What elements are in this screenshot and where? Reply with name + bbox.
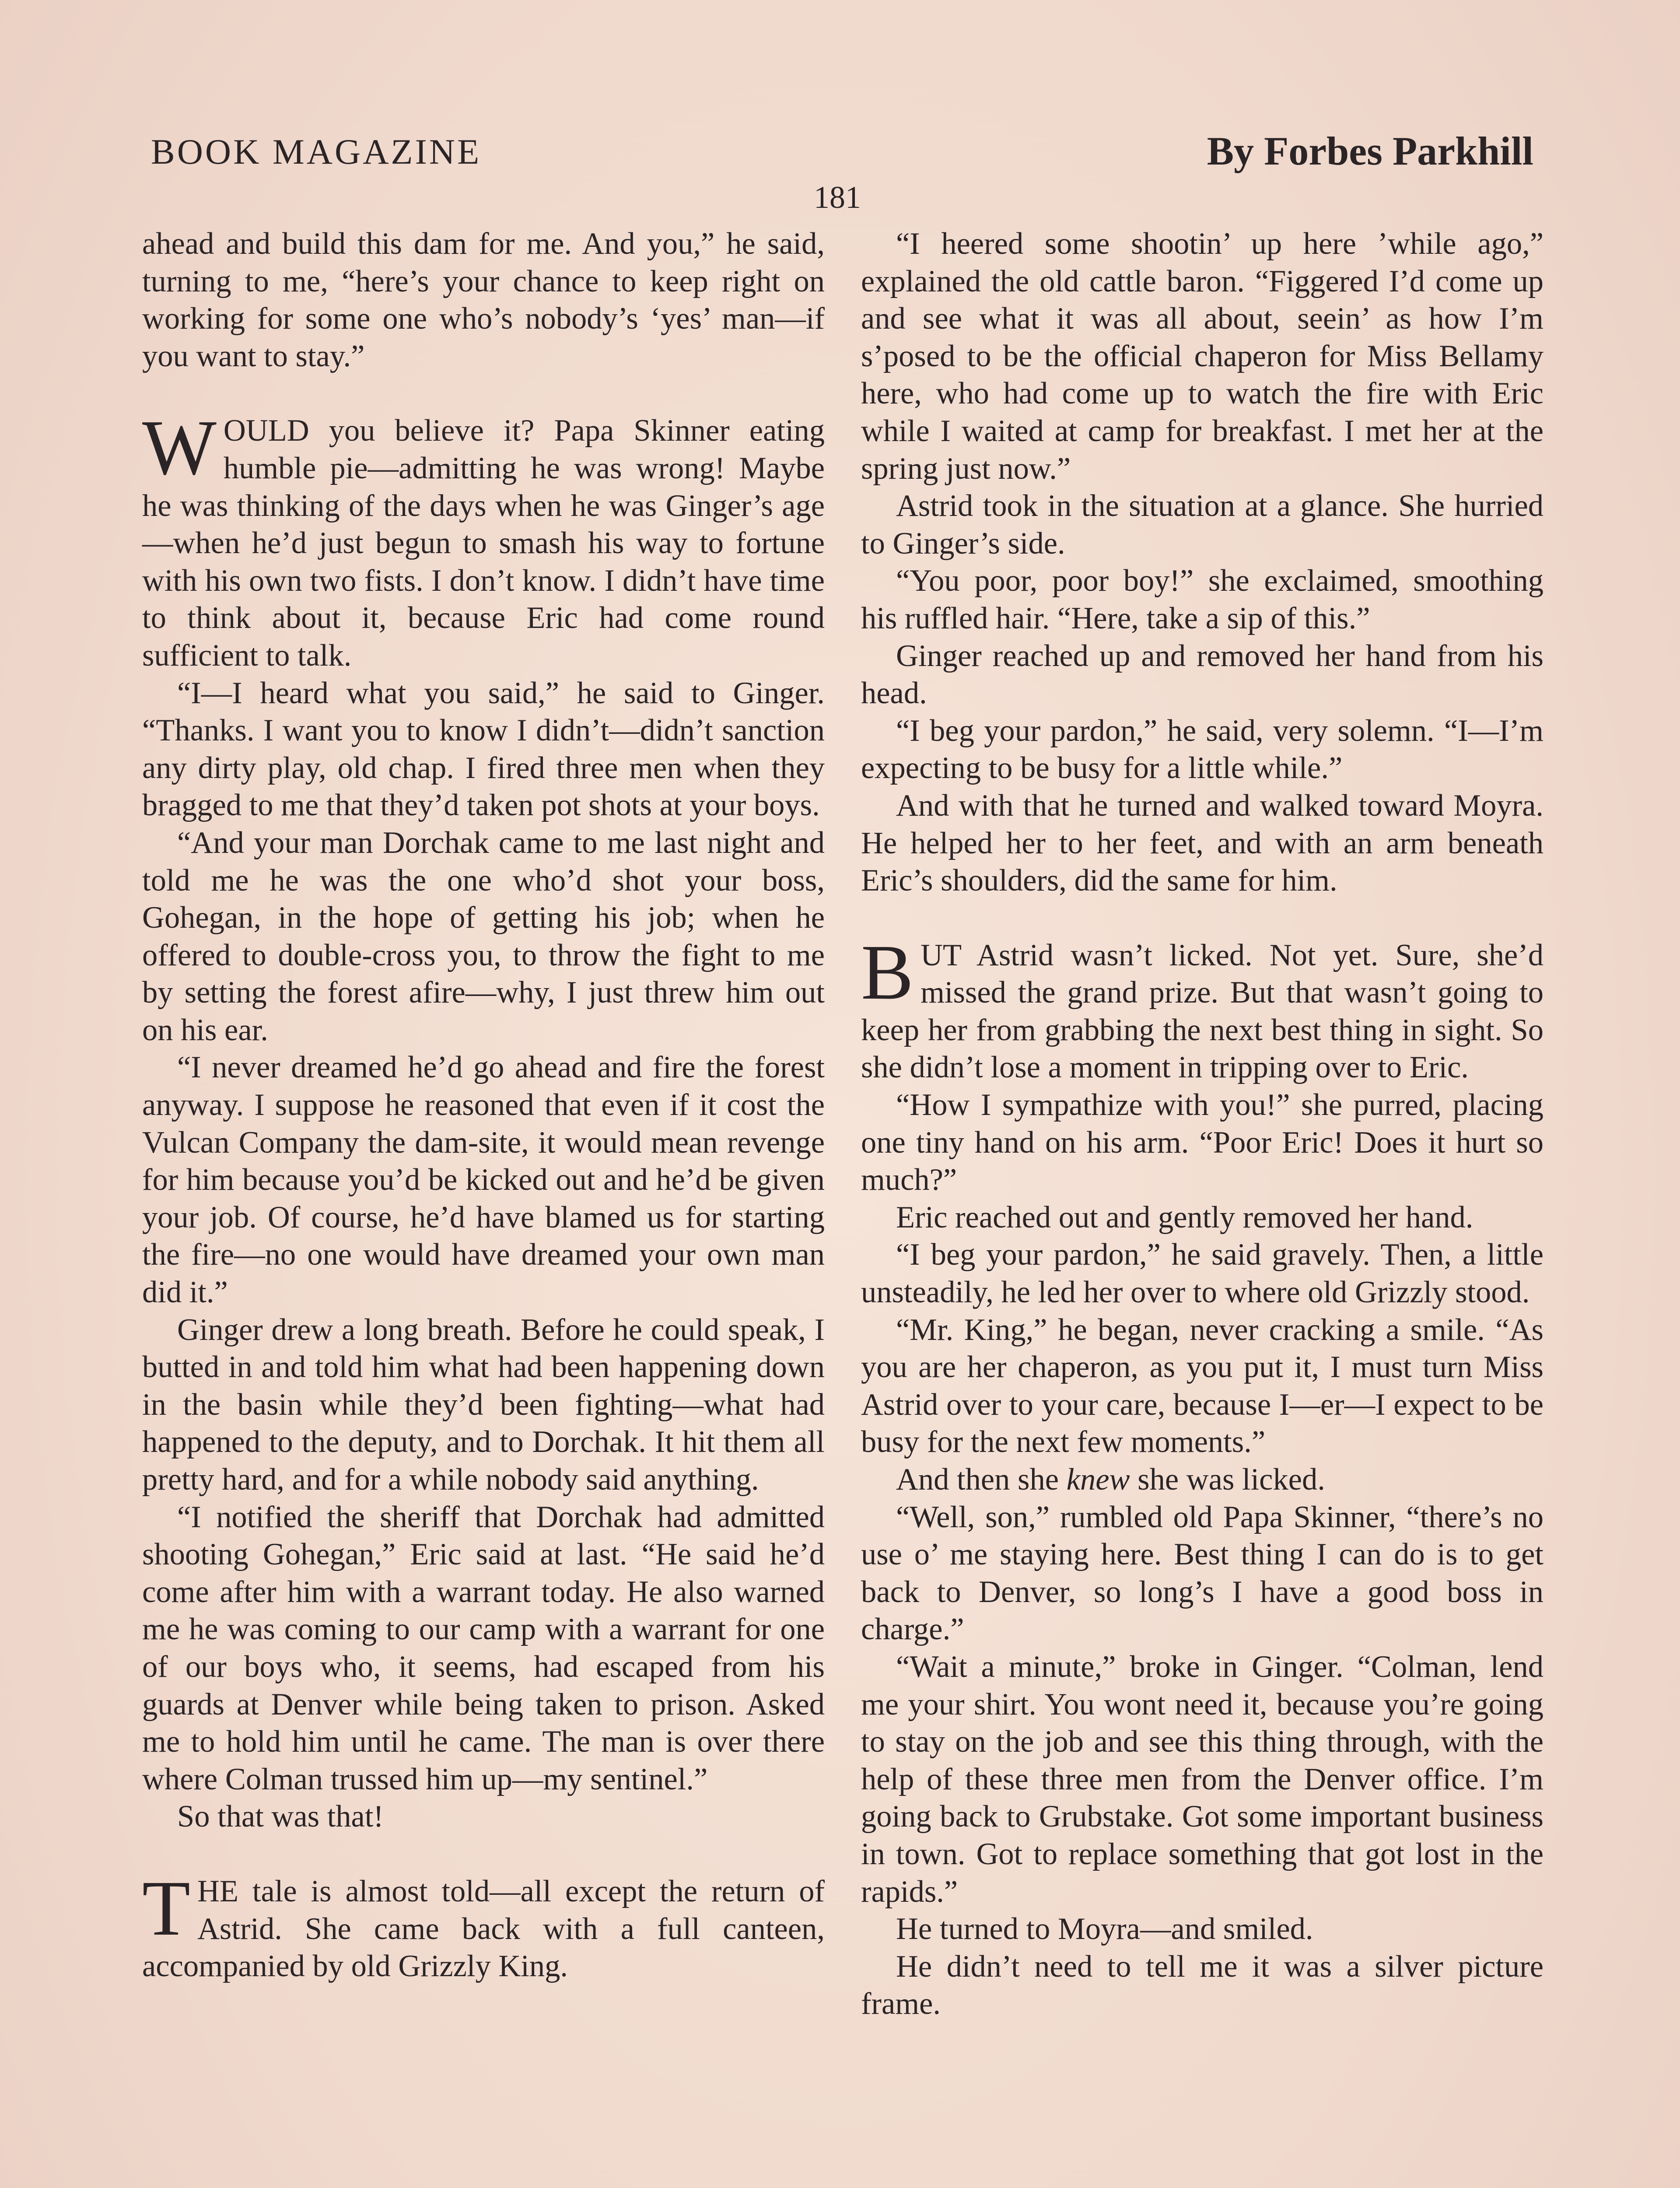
paragraph-dropcap — [861, 928, 1544, 1087]
drop-cap: T — [142, 1864, 190, 1952]
paragraph: ahead and build this dam for me. And you,” he said, turning to me, “here’s your chance to keep right on working for some one who’s nobody’s ‘yes’ man—if you want to stay.” — [142, 227, 825, 373]
paragraph: He turned to Moyra—and smiled. — [896, 1912, 1313, 1946]
paragraph: “Well, son,” rumbled old Papa Skinner, “there’s no use o’ me staying here. Best thing I can do is to get back to Denver, so long’s I have a good boss in charge.” — [861, 1500, 1544, 1647]
paragraph: “I—I heard what you said,” he said to Ginger. “Thanks. I want you to know I didn’t—didn’t sanction any dirty play, old chap. I fired three men when they bragged to me that they’d taken pot shots at your boys. — [142, 676, 825, 823]
paragraph-dropcap — [142, 404, 825, 674]
paragraph-text: HE tale is almost told—all except the return of Astrid. She came back with a full canteen, accompanied by old Grizzly King. — [142, 1874, 825, 1984]
section-break — [142, 1836, 825, 1873]
paragraph-text: OULD you believe it? Papa Skinner eating humble pie—admitting he was wrong! Maybe he was thinking of the days when he was Ginger’s age—when he’d just begun to smash his way to fortune with his own two fists. I don’t know. I didn’t have time to think about it, because Eric had come round sufficient to talk. — [142, 414, 825, 673]
paragraph: “Wait a minute,” broke in Ginger. “Colman, lend me your shirt. You wont need it, because you’re going to stay on the job and see this thing through, with the help of these three men from the Denver office. I’m going back to Grubstake. Got some important business in town. Got to replace something that got lost in the rapids.” — [861, 1649, 1544, 1909]
page-number: 181 — [814, 180, 861, 215]
section-break — [861, 900, 1544, 937]
paragraph: “I never dreamed he’d go ahead and fire the forest anyway. I suppose he reasoned that even if it cost the Vulcan Company the dam-site, it would mean revenge for him because you’d be kicked out and he’d be given your job. Of course, he’d have blamed us for starting the fire—no one would have dreamed your own man did it.” — [142, 1050, 825, 1310]
paragraph: “I notified the sheriff that Dorchak had admitted shooting Gohegan,” Eric said at last. “He said he’d come after him with a warrant today. He also warned me he was coming to our camp with a warrant for one of our boys who, it seems, had escaped from his guards at Denver while being taken to prison. Asked me to hold him until he came. The man is over there where Colman trussed him up—my sentinel.” — [142, 1500, 825, 1796]
paragraph: “And your man Dorchak came to me last night and told me he was the one who’d shot your boss, Gohegan, in the hope of getting his job; when he offered to double-cross you, to throw the fight to me by setting the forest afire—why, I just threw him out on his ear. — [142, 825, 825, 1047]
author-byline: By Forbes Parkhill — [1207, 129, 1533, 173]
paragraph: “I beg your pardon,” he said gravely. Then, a little unsteadily, he led her over to where old Grizzly stood. — [861, 1238, 1544, 1310]
drop-cap: B — [861, 928, 914, 1016]
paragraph-text: she was licked. — [1130, 1462, 1325, 1497]
paragraph-text: UT Astrid wasn’t licked. Not yet. Sure, she’d missed the grand prize. But that wasn’t going to keep her from grabbing the next best thing in sight. So she didn’t lose a moment in tripping over to Eric. — [861, 938, 1544, 1085]
emphasis-text: knew — [1066, 1462, 1130, 1497]
paragraph: “I beg your pardon,” he said, very solemn. “I—I’m expecting to be busy for a little while.” — [861, 713, 1544, 785]
paragraph: So that was that! — [177, 1799, 384, 1834]
paragraph: “Mr. King,” he began, never cracking a smile. “As you are her chaperon, as you put it, I must turn Miss Astrid over to your care, because I—er—I expect to be busy for the next few moments.” — [861, 1312, 1544, 1459]
paragraph: “How I sympathize with you!” she purred, placing one tiny hand on his arm. “Poor Eric! Does it hurt so much?” — [861, 1088, 1544, 1197]
paragraph: Eric reached out and gently removed her hand. — [896, 1200, 1474, 1234]
paragraph: “I heered some shootin’ up here ’while ago,” explained the old cattle baron. “Figgered I’d come up and see what it was all about, seein’ as how I’m s’posed to be the official chaperon for Miss Bellamy here, who had come up to watch the fire with Eric while I waited at camp for breakfast. I met her at the spring just now.” — [861, 227, 1544, 486]
paragraph — [861, 1461, 1544, 1499]
paragraph: Astrid took in the situation at a glance. She hurried to Ginger’s side. — [861, 489, 1544, 561]
section-break — [142, 375, 825, 412]
left-column — [142, 225, 825, 1985]
drop-cap: W — [142, 404, 217, 491]
paragraph: And with that he turned and walked toward Moyra. He helped her to her feet, and with an arm beneath Eric’s shoulders, did the same for him. — [861, 788, 1544, 898]
paragraph: Ginger reached up and removed her hand from his head. — [861, 638, 1544, 711]
paragraph: He didn’t need to tell me it was a silver picture frame. — [861, 1949, 1544, 2021]
paragraph-dropcap — [142, 1864, 825, 1985]
paragraph: “You poor, poor boy!” she exclaimed, smoothing his ruffled hair. “Here, take a sip of this.” — [861, 564, 1544, 635]
paragraph-text: And then she — [896, 1462, 1067, 1497]
right-column — [861, 225, 1544, 2023]
magazine-title: BOOK MAGAZINE — [151, 132, 482, 172]
paragraph: Ginger drew a long breath. Before he could speak, I butted in and told him what had been happening down in the basin while they’d been fighting—what had happened to the deputy, and to Dorchak. It hit them all pretty hard, and for a while nobody said anything. — [142, 1312, 825, 1497]
